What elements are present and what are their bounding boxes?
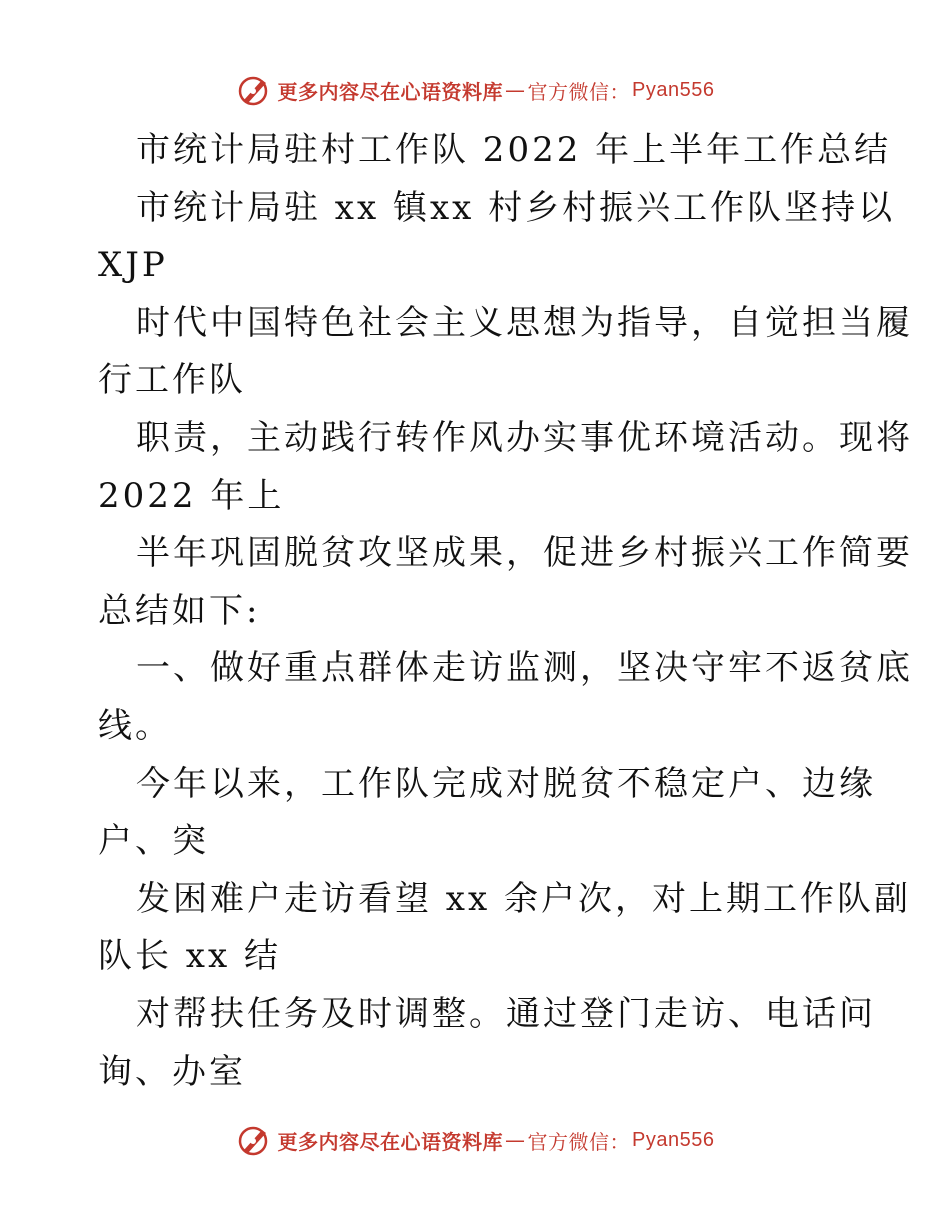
banner-separator: — [505, 1128, 526, 1152]
text-line: 队长 xx 结 [98, 936, 281, 977]
text-line: XJP [98, 245, 168, 286]
text-line: 对帮扶任务及时调整。通过登门走访、电话问 [136, 993, 876, 1034]
banner-wechat-id: Pyan556 [632, 78, 715, 101]
text-line: 市统计局驻 xx 镇xx 村乡村振兴工作队坚持以 [136, 187, 896, 228]
banner-wechat-label: 官方微信： [527, 1129, 631, 1154]
banner-wechat-label: 官方微信： [527, 79, 631, 104]
banner-slogan: 更多内容尽在心语资料库 [277, 1129, 504, 1154]
text-line: 今年以来，工作队完成对脱贫不稳定户、边缘 [136, 763, 876, 804]
text-line: 询、办室 [98, 1051, 246, 1092]
text-line: 一、做好重点群体走访监测，坚决守牢不返贫底 [136, 648, 913, 689]
text-line: 2022 年上 [98, 475, 285, 516]
pen-logo-icon [236, 1122, 272, 1158]
banner-separator: — [505, 78, 526, 102]
pen-logo-icon [236, 72, 272, 108]
text-line: 半年巩固脱贫攻坚成果，促进乡村振兴工作简要 [136, 533, 913, 574]
text-line: 行工作队 [98, 360, 246, 401]
text-line: 线。 [98, 705, 172, 746]
banner-wechat-id: Pyan556 [632, 1128, 715, 1151]
text-line: 户、突 [98, 821, 209, 862]
header-banner [0, 70, 950, 110]
text-line: 总结如下: [98, 590, 261, 631]
text-line: 职责，主动践行转作风办实事优环境活动。现将 [136, 417, 913, 458]
footer-banner [0, 1120, 950, 1160]
document-body [98, 122, 913, 1101]
banner-slogan: 更多内容尽在心语资料库 [277, 79, 504, 104]
text-line: 市统计局驻村工作队 2022 年上半年工作总结 [136, 130, 892, 170]
text-line: 时代中国特色社会主义思想为指导，自觉担当履 [136, 302, 913, 343]
text-line: 发困难户走访看望 xx 余户次，对上期工作队副 [136, 878, 911, 919]
